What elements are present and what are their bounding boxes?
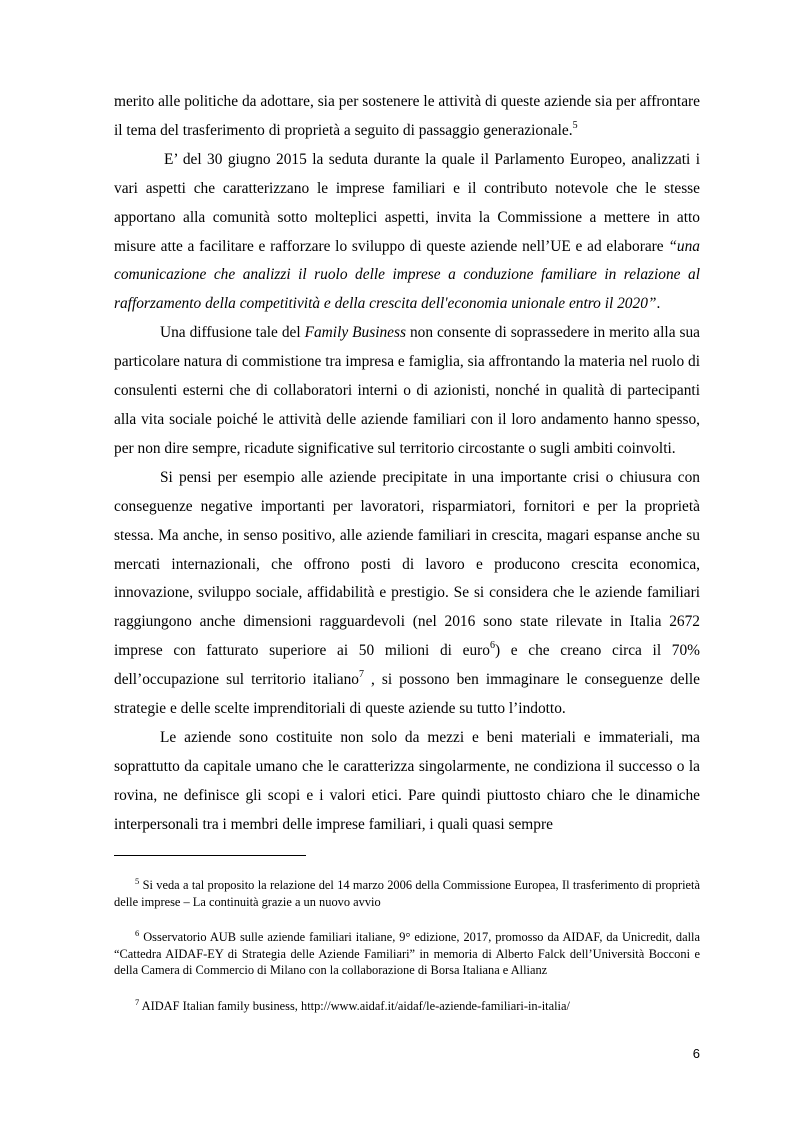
- paragraph-2-text: E’ del 30 giugno 2015 la seduta durante la quale il Parlamento Europeo, analizzati i vari aspetti che caratterizzano le imprese familiari e il contributo notevole che le stesse apportano alla comunità sotto molteplici aspetti, invita la Commissione a mettere in atto misure atte a facilitare e rafforzare lo sviluppo di queste aziende nell’UE e ad elaborare: [114, 150, 700, 255]
- paragraph-3-before: Una diffusione tale del: [160, 324, 305, 342]
- footnote-separator: [114, 855, 306, 856]
- footnote-number: 5: [135, 876, 140, 886]
- paragraph-2-end: .: [656, 295, 661, 313]
- document-body: [114, 88, 700, 840]
- paragraph-1: [114, 88, 700, 146]
- footnote-text: Osservatorio AUB sulle aziende familiari italiane, 9° edizione, 2017, promosso da AIDAF, da Unicredit, dalla “Cattedra AIDAF-EY di Strategia delle Aziende Familiari” in memoria di Alberto Falck dell’Università Bocconi e della Camera di Commercio di Milano con la collaborazione di Borsa Italiana e Allianz: [114, 930, 700, 978]
- footnotes: [114, 877, 700, 1034]
- paragraph-4-part3: , si possono ben immaginare le conseguenze delle strategie e delle scelte imprenditoriali di queste aziende su tutto l’indotto.: [114, 671, 700, 718]
- footnote-ref-6[interactable]: 6: [489, 640, 495, 652]
- footnote-ref-7[interactable]: 7: [358, 669, 364, 681]
- footnote-7: [114, 998, 700, 1015]
- paragraph-2: [114, 146, 700, 319]
- footnote-number: 6: [135, 928, 140, 939]
- paragraph-5-text: Le aziende sono costituite non solo da mezzi e beni materiali e immateriali, ma soprattutto da capitale umano che le caratterizza singolarmente, ne condiziona il successo o la rovina, ne definisce gli scopi e i valori etici. Pare quindi piuttosto chiaro che le dinamiche interpersonali tra i membri delle imprese familiari, i quali quasi sempre: [114, 728, 700, 833]
- footnote-ref-5[interactable]: 5: [572, 119, 578, 131]
- paragraph-3-after: non consente di soprassedere in merito alla sua particolare natura di commistione tra impresa e famiglia, sia affrontando la materia nel ruolo di consulenti esterni che di collaboratori interni o di azionisti, nonché in qualità di partecipanti alla vita sociale poiché le attività delle aziende familiari con il loro andamento hanno spesso, per non dire sempre, ricadute significative sul territorio circostante o sugli ambiti coinvolti.: [114, 324, 700, 457]
- page-number: 6: [692, 1046, 700, 1061]
- paragraph-3-emphasis: Family Business: [304, 324, 406, 342]
- paragraph-4: [114, 464, 700, 724]
- footnote-text[interactable]: AIDAF Italian family business, http://www.aidaf.it/aidaf/le-aziende-familiari-in-italia/: [139, 998, 570, 1013]
- footnote-number: 7: [135, 996, 140, 1007]
- paragraph-2-quote: “una comunicazione che analizzi il ruolo delle imprese a conduzione familiare in relazione al rafforzamento della competitività e della crescita dell'economia unionale entro il 2020”: [114, 237, 700, 313]
- footnote-text: Si veda a tal proposito la relazione del 14 marzo 2006 della Commissione Europea, Il trasferimento di proprietà delle imprese – La continuità grazie a un nuovo avvio: [114, 878, 700, 909]
- footnote-5: [114, 877, 700, 910]
- paragraph-5: [114, 724, 700, 840]
- footnote-6: [114, 929, 700, 979]
- paragraph-4-part1: Si pensi per esempio alle aziende precipitate in una importante crisi o chiusura con conseguenze negative importanti per lavoratori, risparmiatori, fornitori e per la proprietà stessa. Ma anche, in senso positivo, alle aziende familiari in crescita, magari espanse anche su mercati internazionali, che offrono posti di lavoro e producono crescita economica, innovazione, sviluppo sociale, affidabilità e prestigio. Se si considera che le aziende familiari raggiungono anche dimensioni ragguardevoli (nel 2016 sono state rilevate in Italia 2672 imprese con fatturato superiore ai 50 milioni di euro: [114, 468, 700, 660]
- paragraph-4-part2: ) e che creano circa il 70% dell’occupazione sul territorio italiano: [114, 642, 700, 689]
- paragraph-3: [114, 319, 700, 464]
- paragraph-1-text: merito alle politiche da adottare, sia per sostenere le attività di queste aziende sia per affrontare il tema del trasferimento di proprietà a seguito di passaggio generazionale.: [114, 93, 700, 139]
